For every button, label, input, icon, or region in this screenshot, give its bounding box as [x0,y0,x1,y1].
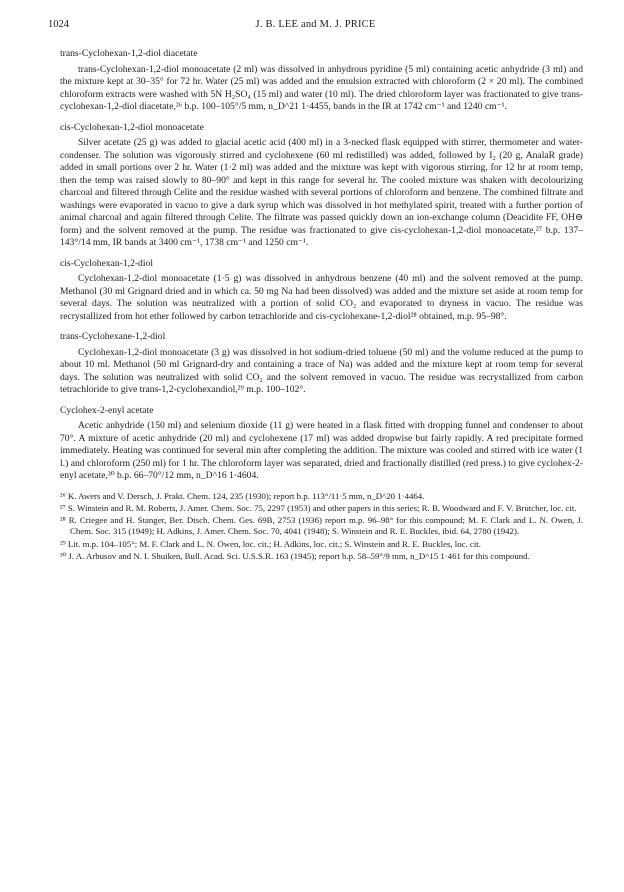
section-paragraph: Silver acetate (25 g) was added to glacial acetic acid (400 ml) in a 3-necked flask equipped with stirrer, thermometer and water-condenser. The solution was vigorously stirred and cyclohexene (60 ml redistilled) was added, followed by I₂ (20 g, AnalaR grade) added in small portions over 2 hr. Water (1·2 ml) was added and the mixture was kept with vigorous stirring, for 12 hr at room temp, then the temp was raised slowly to 80–90° and kept in this range for several hr. The cooled mixture was shaken with decolourizing charcoal and filtered through Celite and the residue washed with several portions of chloroform and benzene. The combined filtrate and washings were evaporated in vacuo to give a dark syrup which was dissolved in hot methylated spirit, treated with a further portion of animal charcoal and again filtered through Celite. The filtrate was passed quickly down an ion-exchange column (Deacidite FF, OH⊖ form) and the solvent removed at the pump. The residue was fractionated to give cis-cyclohexan-1,2-diol monoacetate,²⁷ b.p. 137–143°/14 mm, IR bands at 3400 cm⁻¹, 1738 cm⁻¹ and 1250 cm⁻¹. [60,137,583,248]
page-header [48,19,583,33]
footnote: ²⁷ S. Winstein and R. M. Roberts, J. Amer. Chem. Soc. 75, 2297 (1953) and other papers in this series; R. B. Woodward and F. V. Brutcher, loc. cit. [60,502,577,513]
section-title: trans-Cyclohexan-1,2-diol diacetate [60,48,198,59]
section-title: cis-Cyclohexan-1,2-diol monoacetate [60,121,204,133]
section-paragraph: trans-Cyclohexan-1,2-diol monoacetate (2 ml) was dissolved in anhydrous pyridine (5 ml) containing acetic anhydride (3 ml) and the mixture kept at 30–35° for 72 hr. Water (25 ml) was added and the emulsion extracted with chloroform (2 × 20 ml). The combined chloroform extracts were washed with 5N H₂SO₄ (15 ml) and water (10 ml). The dried chloroform layer was fractionated to give trans-cyclohexan-1,2-diol diacetate,²⁶ b.p. 100–105°/5 mm, n_D^21 1·4455, bands in the IR at 1742 cm⁻¹ and 1240 cm⁻¹. [60,63,583,112]
section-cis-monoacetate [60,122,583,250]
footnotes [60,491,583,563]
section-title: trans-Cyclohexane-1,2-diol [60,331,166,342]
section-trans-diol [60,331,583,397]
section-cis-diol [60,258,583,324]
footnote: ²⁸ R. Criegee and H. Stanger, Ber. Dtsch. Chem. Ges. 69B, 2753 (1936) report m.p. 96–98° for this compound; M. F. Clark and L. N. Owen, J. Chem. Soc. 315 (1949); H. Adkins, J. Amer. Chem. Soc. 70, 4041 (1948); S. Winstein and R. E. Buckles, ibid. 64, 2780 (1942). [60,515,583,537]
page-number: 1024 [48,19,69,30]
section-trans-diacetate [60,48,583,114]
footnote: ³⁰ J. A. Arbusov and N. I. Shuiken, Bull. Acad. Sci. U.S.S.R. 163 (1945); report b.p. 58–59°/9 mm, n_D^15 1·461 for this compound. [60,550,530,561]
page-body [60,48,583,563]
section-paragraph: Cyclohexan-1,2-diol monoacetate (1·5 g) was dissolved in anhydrous benzene (40 ml) and the solvent removed at the pump. Methanol (30 ml Grignard dried and in which ca. 50 mg Na had been dissolved) was added and the mixture set aside at room temp for several days. The solution was neutralized with a portion of solid CO₂ and evaporated to dryness in vacuo. The residue was recrystallized from hot ether followed by carbon tetrachloride and cis-cyclohexane-1,2-diol²⁸ obtained, m.p. 95–98°. [60,273,583,322]
section-cyclohexenyl-acetate [60,405,583,483]
footnote: ²⁶ K. Awers and V. Dersch, J. Prakt. Chem. 124, 235 (1930); report b.p. 113°/11·5 mm, n_D^20 1·4464. [60,490,425,501]
section-paragraph: Acetic anhydride (150 ml) and selenium dioxide (11 g) were heated in a flask fitted with dropping funnel and condenser to about 70°. A mixture of acetic anhydride (20 ml) and cyclohexene (17 ml) was added dropwise but fairly rapidly. A red precipitate formed immediately. Heating was continued for several min after completing the addition. The mixture was cooled and stirred with ice water (1 l.) and chloroform (250 ml) for 1 hr. The chloroform layer was separated, dried and fractionally distilled (red press.) to give cyclohex-2-enyl acetate,³⁰ b.p. 66–70°/12 mm, n_D^16 1·4604. [60,420,583,481]
section-title: cis-Cyclohexan-1,2-diol [60,257,153,269]
footnote: ²⁹ Lit. m.p. 104–105°; M. F. Clark and L. N. Owen, loc. cit.; H. Adkins, loc. cit.; S. Winstein and R. E. Buckles, loc. cit. [60,538,481,549]
section-paragraph: Cyclohexan-1,2-diol monoacetate (3 g) was dissolved in hot sodium-dried toluene (50 ml) and the volume reduced at the pump to about 10 ml. Methanol (50 ml Grignard-dry and containing a trace of Na) was added and the mixture kept at room temp for several days. The solution was neutralized with solid CO₂ and the solvent removed in vacuo. The residue was recrystallized from carbon tetrachloride to give trans-1,2-cyclohexandiol,²⁹ m.p. 100–102°. [60,346,583,395]
running-title: J. B. LEE and M. J. PRICE [255,19,376,30]
section-title: Cyclohex-2-enyl acetate [60,404,154,416]
